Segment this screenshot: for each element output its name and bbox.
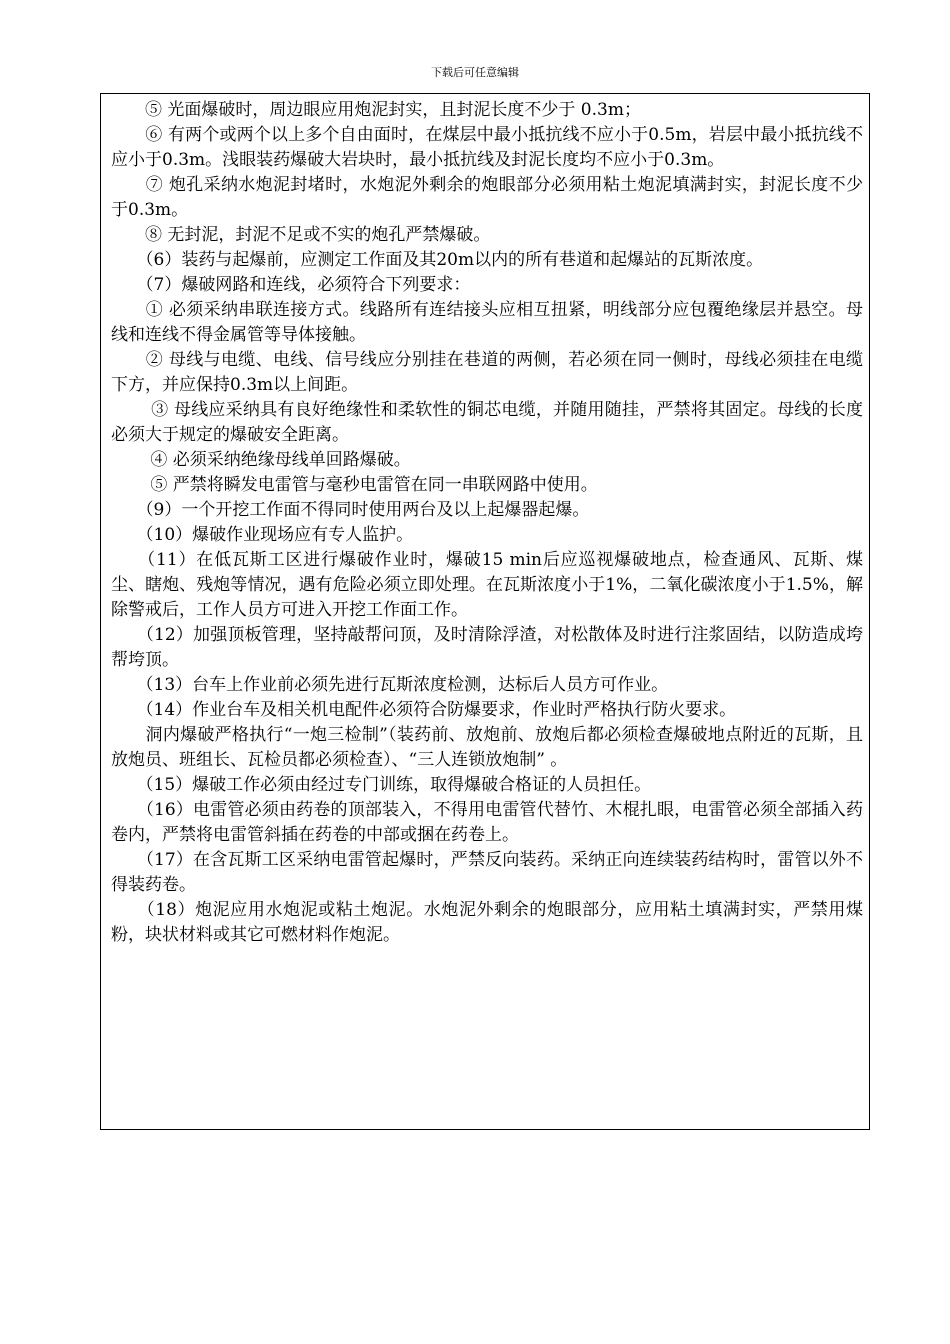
paragraph-18-stemming-material: （18）炮泥应用水炮泥或粘土炮泥。水炮泥外剩余的炮眼部分，应用粘土填满封实，严禁用煤粉，块状材料或其它可燃材料作炮泥。 bbox=[111, 900, 863, 945]
paragraph-item-7-water-stemming: ⑦ 炮孔采纳水炮泥封堵时，水炮泥外剩余的炮眼部分必须用粘土炮泥填满封实，封泥长度不少于0.3m。 bbox=[111, 175, 863, 220]
paragraph-7-wiring-requirements: （7）爆破网路和连线，必须符合下列要求： bbox=[111, 275, 471, 295]
paragraph-16-detonator-insertion: （16）电雷管必须由药卷的顶部装入，不得用电雷管代替竹、木棍扎眼，电雷管必须全部插入药卷内，严禁将电雷管斜插在药卷的中部或捆在药卷上。 bbox=[111, 800, 863, 845]
paragraph-13-gas-test: （13）台车上作业前必须先进行瓦斯浓度检测，达标后人员方可作业。 bbox=[111, 675, 669, 695]
paragraph-wiring-4-insulated: ④ 必须采纳绝缘母线单回路爆破。 bbox=[111, 450, 411, 470]
paragraph-15-qualified-personnel: （15）爆破工作必须由经过专门训练，取得爆破合格证的人员担任。 bbox=[111, 775, 652, 795]
paragraph-wiring-1-series: ① 必须采纳串联连接方式。线路所有连结接头应相互扭紧，明线部分应包覆绝缘层并悬空。母线和连线不得金属管等导体接触。 bbox=[111, 300, 863, 345]
paragraph-wiring-3-copper-cable: ③ 母线应采纳具有良好绝缘性和柔软性的铜芯电缆，并随用随挂，严禁将其固定。母线的长度必须大于规定的爆破安全距离。 bbox=[111, 400, 863, 445]
paragraph-17-charging-direction: （17）在含瓦斯工区采纳电雷管起爆时，严禁反向装药。采纳正向连续装药结构时，雷管以外不得装药卷。 bbox=[111, 850, 863, 895]
paragraph-wiring-2-separation: ② 母线与电缆、电线、信号线应分别挂在巷道的两侧，若必须在同一侧时，母线必须挂在电缆下方，并应保持0.3m以上间距。 bbox=[111, 350, 863, 395]
paragraph-10-supervision: （10）爆破作业现场应有专人监护。 bbox=[111, 525, 414, 545]
paragraph-6-gas-check: （6）装药与起爆前，应测定工作面及其20m以内的所有巷道和起爆站的瓦斯浓度。 bbox=[111, 250, 764, 270]
paragraph-item-5-smooth-blasting: ⑤ 光面爆破时，周边眼应用炮泥封实，且封泥长度不少于 0.3m； bbox=[111, 100, 641, 120]
paragraph-14-explosion-proof: （14）作业台车及相关机电配件必须符合防爆要求，作业时严格执行防火要求。 bbox=[111, 700, 737, 720]
paragraph-item-8-no-stemming: ⑧ 无封泥，封泥不足或不实的炮孔严禁爆破。 bbox=[111, 225, 491, 245]
document-body bbox=[111, 98, 863, 948]
paragraph-three-checks-system: 洞内爆破严格执行“一炮三检制”（装药前、放炮前、放炮后都必须检查爆破地点附近的瓦斯，且放炮员、班组长、瓦检员都必须检查）、“三人连锁放炮制” 。 bbox=[111, 725, 863, 770]
page-header: 下载后可任意编辑 bbox=[431, 66, 519, 79]
paragraph-11-post-blast-inspection: （11）在低瓦斯工区进行爆破作业时，爆破15 min后应巡视爆破地点，检查通风、瓦斯、煤尘、瞎炮、残炮等情况，遇有危险必须立即处理。在瓦斯浓度小于1%，二氧化碳浓度小于1.5%，解除警戒后，工作人员方可进入开挖工作面工作。 bbox=[111, 550, 863, 620]
paragraph-wiring-5-detonators: ⑤ 严禁将瞬发电雷管与毫秒电雷管在同一串联网路中使用。 bbox=[111, 475, 598, 495]
paragraph-9-single-exploder: （9）一个开挖工作面不得同时使用两台及以上起爆器起爆。 bbox=[111, 500, 590, 520]
paragraph-12-roof-management: （12）加强顶板管理，坚持敲帮问顶，及时清除浮渣，对松散体及时进行注浆固结，以防造成垮帮垮顶。 bbox=[111, 625, 863, 670]
paragraph-item-6-free-faces: ⑥ 有两个或两个以上多个自由面时，在煤层中最小抵抗线不应小于0.5m，岩层中最小抵抗线不应小于0.3m。浅眼装药爆破大岩块时，最小抵抗线及封泥长度均不应小于0.3m。 bbox=[111, 125, 863, 170]
